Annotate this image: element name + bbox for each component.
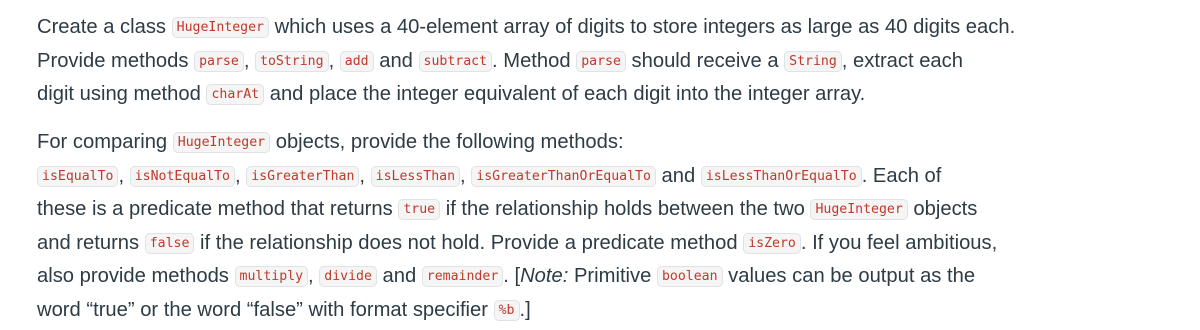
inline-code: String	[784, 51, 842, 72]
text-run: digit using method	[37, 83, 207, 105]
inline-code: multiply	[235, 266, 309, 287]
text-line	[37, 126, 1177, 160]
text-run: . If you feel ambitious,	[800, 231, 998, 254]
text-run: For comparing	[37, 131, 173, 153]
text-run: and returns	[37, 231, 145, 254]
text-run: , extract each	[841, 49, 963, 72]
text-line	[37, 193, 1177, 227]
inline-code: isEqualTo	[37, 166, 118, 187]
text-run: also provide methods	[37, 265, 235, 287]
text-run: Primitive	[568, 265, 657, 287]
text-run: if the relationship does not hold. Provide a predicate method	[194, 231, 744, 254]
text-line	[37, 160, 1177, 194]
inline-code: divide	[319, 266, 377, 287]
text-run: ,	[118, 164, 130, 187]
text-line	[37, 294, 1177, 328]
text-run: and	[376, 265, 422, 287]
inline-code: HugeInteger	[173, 132, 270, 153]
text-run: should receive a	[625, 49, 785, 72]
inline-code: charAt	[206, 84, 264, 105]
text-run: if the relationship holds between the two	[440, 198, 811, 220]
inline-code: isZero	[743, 233, 801, 254]
text-line	[37, 45, 1177, 79]
text-line	[37, 11, 1177, 45]
text-line	[37, 78, 1177, 112]
text-run: values can be output as the	[722, 265, 976, 287]
inline-code: boolean	[657, 266, 723, 287]
paragraph-hugeinteger-description	[37, 11, 1177, 112]
text-run: ,	[308, 265, 320, 287]
inline-code: subtract	[419, 51, 493, 72]
text-run: which uses a 40-element array of digits to store integers as large as 40 digits each.	[268, 16, 1016, 38]
text-run: ,	[460, 164, 472, 187]
text-run: . Each of	[861, 164, 942, 187]
text-run: word “true” or the word “false” with format specifier	[37, 298, 494, 321]
text-line	[37, 227, 1177, 261]
text-run: these is a predicate method that returns	[37, 198, 399, 220]
text-run: Provide methods	[37, 49, 195, 72]
inline-code: isNotEqualTo	[130, 166, 235, 187]
text-run: and	[655, 164, 701, 187]
text-run: . [	[503, 265, 521, 287]
inline-code: parse	[576, 51, 626, 72]
text-run: Create a class	[37, 16, 172, 38]
inline-code: HugeInteger	[810, 199, 907, 220]
text-run: and	[373, 49, 419, 72]
inline-code: toString	[255, 51, 329, 72]
inline-code: parse	[194, 51, 244, 72]
inline-code: isGreaterThan	[246, 166, 359, 187]
inline-code: isGreaterThanOrEqualTo	[471, 166, 656, 187]
text-line	[37, 260, 1177, 294]
inline-code: isLessThan	[371, 166, 460, 187]
inline-code: true	[398, 199, 440, 220]
paragraph-comparison-methods	[37, 126, 1177, 327]
text-run: ,	[243, 49, 256, 72]
note-label: Note:	[520, 265, 569, 287]
inline-code: isLessThanOrEqualTo	[701, 166, 862, 187]
text-run: ,	[234, 164, 247, 187]
inline-code: HugeInteger	[172, 17, 269, 38]
text-run: objects, provide the following methods:	[270, 131, 624, 153]
text-run: . Method	[492, 49, 577, 72]
text-run: ,	[359, 164, 371, 187]
inline-code: remainder	[422, 266, 503, 287]
inline-code: add	[340, 51, 374, 72]
text-run: .]	[519, 298, 531, 321]
text-run: objects	[907, 198, 978, 220]
inline-code: false	[145, 233, 195, 254]
inline-code: %b	[494, 300, 520, 321]
text-run: ,	[328, 49, 340, 72]
text-run: and place the integer equivalent of each digit into the integer array.	[264, 83, 866, 105]
